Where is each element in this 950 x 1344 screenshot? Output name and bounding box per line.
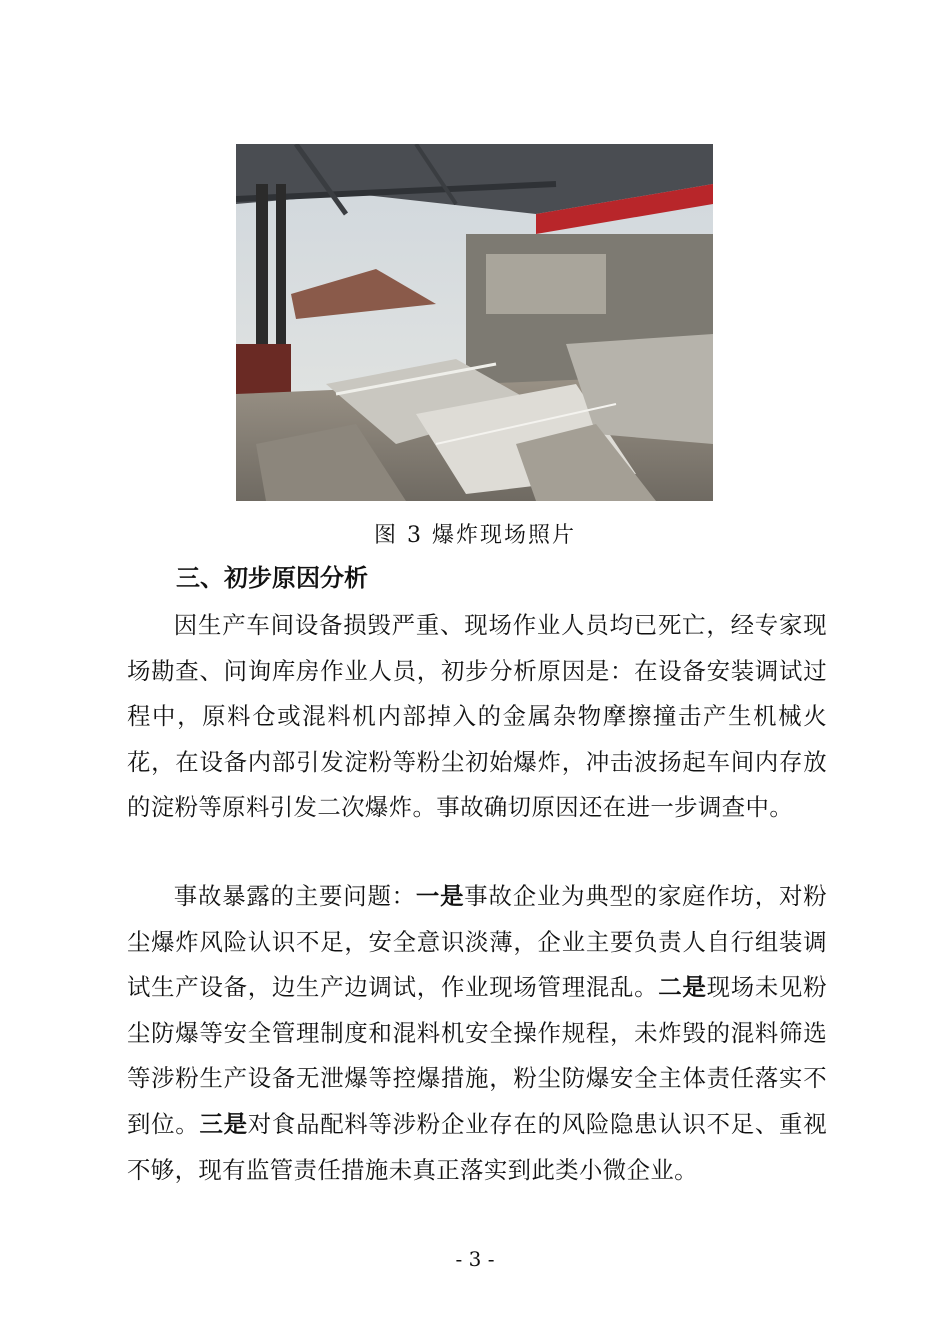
point2-label: 二是 bbox=[658, 973, 707, 1002]
problems-intro: 事故暴露的主要问题： bbox=[173, 882, 416, 910]
explosion-site-photo-graphic bbox=[236, 144, 713, 501]
point1-text: 事故企业为典型的家庭作坊，对粉尘爆炸风险认识不足，安全意识淡薄，企业主要负责人自行组装调试生产设备，边生产边调试，作业现场管理混乱。 bbox=[127, 882, 827, 1002]
section-heading: 三、初步原因分析 bbox=[176, 564, 368, 592]
point1-label: 一是 bbox=[415, 882, 465, 910]
figure-caption: 图 3 爆炸现场照片 bbox=[374, 523, 576, 548]
point3-label: 三是 bbox=[199, 1109, 248, 1138]
point2-text: 现场未见粉尘防爆等安全管理制度和混料机安全操作规程，未炸毁的混料筛选等涉粉生产设备无泄爆等控爆措施，粉尘防爆安全主体责任落实不到位。 bbox=[127, 973, 827, 1138]
point3-text: 对食品配料等涉粉企业存在的风险隐患认识不足、重视不够，现有监管责任措施未真正落实到此类小微企业。 bbox=[127, 1109, 827, 1184]
page-number: - 3 - bbox=[455, 1247, 495, 1271]
explosion-site-photo bbox=[236, 144, 713, 501]
paragraph-cause-analysis: 因生产车间设备损毁严重、现场作业人员均已死亡，经专家现场勘查、问询库房作业人员，初步分析原因是：在设备安装调试过程中，原料仓或混料机内部掉入的金属杂物摩擦撞击产生机械火花，在设备内部引发淀粉等粉尘初始爆炸，冲击波扬起车间内存放的淀粉等原料引发二次爆炸。事故确切原因还在进一步调查中。 bbox=[127, 611, 827, 822]
paragraph-main-problems bbox=[127, 874, 827, 1193]
